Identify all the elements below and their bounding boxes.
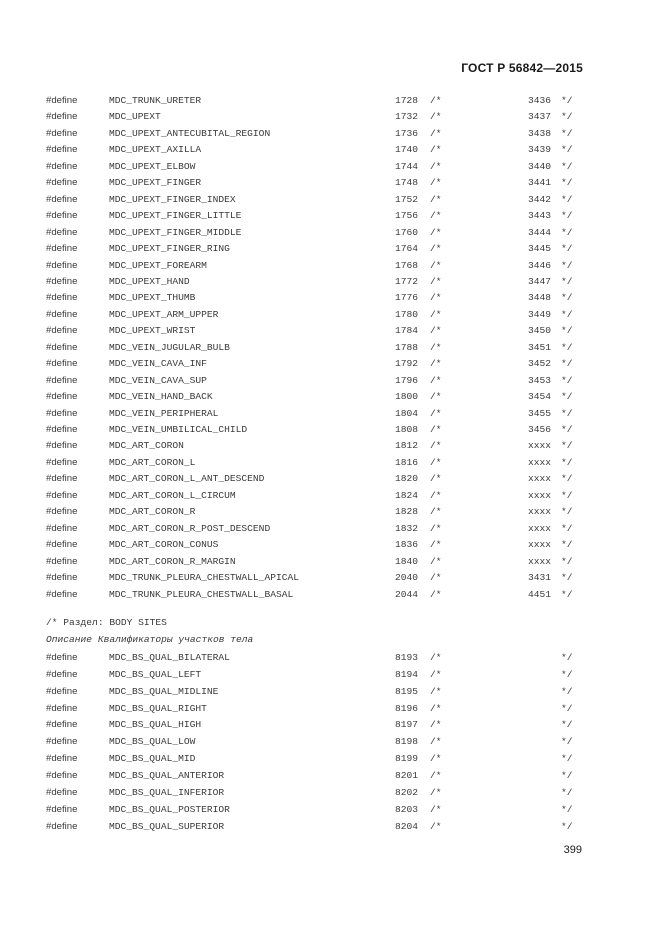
define-row [0, 803, 661, 819]
comment-close: */ [561, 803, 573, 815]
macro-value: 1768 [394, 259, 418, 271]
define-keyword: #define [46, 160, 78, 172]
comment-close: */ [561, 522, 573, 534]
comment-code: 3455 [527, 407, 551, 419]
macro-name: MDC_VEIN_JUGULAR_BULB [109, 341, 230, 353]
macro-name: MDC_UPEXT_FINGER_INDEX [109, 193, 236, 205]
comment-close: */ [561, 424, 573, 435]
macro-name: MDC_VEIN_UMBILICAL_CHILD [109, 424, 248, 435]
comment-open: /* [430, 259, 442, 271]
comment-open: /* [430, 95, 442, 106]
define-keyword: #define [46, 243, 78, 255]
comment-open: /* [430, 539, 442, 551]
macro-value: 1756 [394, 210, 418, 222]
comment-code: 3439 [527, 144, 551, 156]
comment-code: 3447 [527, 275, 551, 287]
macro-name: MDC_UPEXT [109, 111, 161, 123]
macro-name: MDC_ART_CORON_L [109, 456, 196, 468]
define-keyword: #define [46, 292, 78, 304]
comment-close: */ [561, 407, 573, 419]
macro-name: MDC_ART_CORON [109, 440, 184, 452]
comment-open: /* [430, 391, 442, 403]
macro-name: MDC_BS_QUAL_HIGH [109, 719, 202, 731]
macro-name: MDC_BS_QUAL_SUPERIOR [109, 820, 225, 832]
macro-value: 2044 [394, 588, 418, 600]
define-row [0, 820, 661, 836]
comment-open: /* [430, 652, 442, 663]
macro-value: 1820 [394, 473, 418, 485]
define-row [0, 786, 661, 802]
define-row [0, 651, 661, 667]
comment-close: */ [561, 358, 573, 370]
define-row [0, 374, 661, 390]
define-keyword: #define [46, 588, 78, 600]
macro-name: MDC_VEIN_PERIPHERAL [109, 407, 219, 419]
comment-code: 3445 [527, 243, 551, 255]
define-keyword: #define [46, 275, 78, 287]
macro-name: MDC_ART_CORON_R_POST_DESCEND [109, 522, 271, 534]
define-row [0, 259, 661, 275]
macro-value: 8195 [394, 685, 418, 697]
comment-open: /* [430, 210, 442, 222]
comment-open: /* [430, 786, 442, 798]
define-row [0, 668, 661, 684]
define-row [0, 538, 661, 554]
define-row [0, 423, 661, 439]
macro-name: MDC_BS_QUAL_INFERIOR [109, 786, 225, 798]
comment-open: /* [430, 243, 442, 255]
define-keyword: #define [46, 111, 78, 123]
comment-open: /* [430, 769, 442, 781]
comment-close: */ [561, 489, 573, 501]
comment-code: xxxx [527, 539, 551, 551]
define-row [0, 390, 661, 406]
define-keyword: #define [46, 719, 78, 731]
section-comment: /* Раздел: BODY SITES [46, 617, 167, 628]
comment-close: */ [561, 555, 573, 567]
macro-name: MDC_ART_CORON_CONUS [109, 539, 219, 551]
define-row [0, 752, 661, 768]
define-row [0, 324, 661, 340]
comment-code: 3442 [527, 193, 551, 205]
comment-open: /* [430, 702, 442, 714]
define-row [0, 769, 661, 785]
macro-name: MDC_UPEXT_THUMB [109, 292, 196, 304]
define-row [0, 275, 661, 291]
comment-open: /* [430, 226, 442, 238]
comment-open: /* [430, 803, 442, 815]
comment-close: */ [561, 177, 573, 189]
comment-code: 3452 [527, 358, 551, 370]
define-keyword: #define [46, 753, 78, 765]
macro-name: MDC_UPEXT_FOREARM [109, 259, 207, 271]
define-keyword: #define [46, 407, 78, 419]
comment-code: 3456 [527, 424, 551, 435]
comment-code: 3441 [527, 177, 551, 189]
comment-code: 3438 [527, 127, 551, 139]
macro-name: MDC_BS_QUAL_RIGHT [109, 702, 207, 714]
define-row [0, 588, 661, 604]
comment-close: */ [561, 210, 573, 222]
define-keyword: #define [46, 325, 78, 337]
define-row [0, 505, 661, 521]
macro-name: MDC_ART_CORON_R [109, 506, 196, 518]
comment-code: 3436 [527, 95, 551, 106]
define-keyword: #define [46, 685, 78, 697]
macro-name: MDC_BS_QUAL_MID [109, 753, 196, 765]
define-keyword: #define [46, 127, 78, 139]
macro-name: MDC_ART_CORON_L_CIRCUM [109, 489, 236, 501]
macro-name: MDC_UPEXT_WRIST [109, 325, 196, 337]
comment-open: /* [430, 308, 442, 320]
macro-name: MDC_BS_QUAL_ANTERIOR [109, 769, 225, 781]
comment-close: */ [561, 668, 573, 680]
comment-close: */ [561, 456, 573, 468]
macro-value: 8194 [394, 668, 418, 680]
macro-name: MDC_ART_CORON_R_MARGIN [109, 555, 236, 567]
macro-value: 1804 [394, 407, 418, 419]
page-number: 399 [563, 844, 582, 856]
define-row [0, 489, 661, 505]
define-keyword: #define [46, 506, 78, 518]
comment-open: /* [430, 341, 442, 353]
comment-code: 3448 [527, 292, 551, 304]
macro-value: 1828 [394, 506, 418, 518]
comment-code: 3431 [527, 572, 551, 584]
comment-open: /* [430, 407, 442, 419]
define-keyword: #define [46, 786, 78, 798]
comment-code: 3454 [527, 391, 551, 403]
define-keyword: #define [46, 736, 78, 748]
comment-open: /* [430, 820, 442, 832]
define-row [0, 472, 661, 488]
comment-open: /* [430, 374, 442, 386]
define-row [0, 702, 661, 718]
comment-close: */ [561, 243, 573, 255]
comment-code: 3449 [527, 308, 551, 320]
define-row [0, 456, 661, 472]
define-keyword: #define [46, 226, 78, 238]
define-row [0, 143, 661, 159]
define-keyword: #define [46, 308, 78, 320]
comment-code: 3450 [527, 325, 551, 337]
define-row [0, 341, 661, 357]
section-description: Описание Квалификаторы участков тела [46, 634, 254, 645]
define-row [0, 571, 661, 587]
comment-open: /* [430, 555, 442, 567]
macro-name: MDC_UPEXT_HAND [109, 275, 190, 287]
define-row [0, 522, 661, 538]
comment-close: */ [561, 127, 573, 139]
macro-name: MDC_BS_QUAL_LOW [109, 736, 196, 748]
comment-close: */ [561, 292, 573, 304]
comment-close: */ [561, 719, 573, 731]
comment-code: xxxx [527, 555, 551, 567]
comment-code: 4451 [527, 588, 551, 600]
comment-close: */ [561, 539, 573, 551]
define-keyword: #define [46, 374, 78, 386]
comment-open: /* [430, 506, 442, 518]
comment-close: */ [561, 308, 573, 320]
comment-open: /* [430, 522, 442, 534]
comment-code: 3451 [527, 341, 551, 353]
macro-name: MDC_BS_QUAL_MIDLINE [109, 685, 219, 697]
comment-open: /* [430, 292, 442, 304]
macro-name: MDC_VEIN_CAVA_SUP [109, 374, 207, 386]
define-row [0, 439, 661, 455]
comment-open: /* [430, 719, 442, 731]
comment-open: /* [430, 736, 442, 748]
comment-open: /* [430, 144, 442, 156]
macro-name: MDC_UPEXT_FINGER_MIDDLE [109, 226, 242, 238]
comment-close: */ [561, 652, 573, 663]
comment-close: */ [561, 736, 573, 748]
macro-name: MDC_UPEXT_ELBOW [109, 160, 196, 172]
comment-open: /* [430, 489, 442, 501]
macro-name: MDC_BS_QUAL_LEFT [109, 668, 202, 680]
comment-open: /* [430, 325, 442, 337]
define-keyword: #define [46, 424, 78, 435]
comment-code: xxxx [527, 506, 551, 518]
comment-open: /* [430, 685, 442, 697]
macro-value: 1772 [394, 275, 418, 287]
document-header: ГОСТ Р 56842—2015 [461, 61, 583, 75]
define-keyword: #define [46, 456, 78, 468]
comment-close: */ [561, 193, 573, 205]
macro-value: 1736 [394, 127, 418, 139]
comment-code: xxxx [527, 522, 551, 534]
macro-value: 8202 [394, 786, 418, 798]
macro-value: 1776 [394, 292, 418, 304]
define-keyword: #define [46, 769, 78, 781]
define-keyword: #define [46, 522, 78, 534]
comment-code: xxxx [527, 473, 551, 485]
macro-value: 1788 [394, 341, 418, 353]
comment-code: xxxx [527, 440, 551, 452]
define-row [0, 685, 661, 701]
macro-value: 8198 [394, 736, 418, 748]
comment-code: 3437 [527, 111, 551, 123]
define-keyword: #define [46, 702, 78, 714]
comment-open: /* [430, 111, 442, 123]
macro-value: 1792 [394, 358, 418, 370]
macro-name: MDC_VEIN_HAND_BACK [109, 391, 213, 403]
define-row [0, 160, 661, 176]
macro-value: 1800 [394, 391, 418, 403]
define-row [0, 357, 661, 373]
define-keyword: #define [46, 193, 78, 205]
macro-value: 1840 [394, 555, 418, 567]
macro-value: 1752 [394, 193, 418, 205]
comment-open: /* [430, 456, 442, 468]
define-keyword: #define [46, 440, 78, 452]
define-keyword: #define [46, 668, 78, 680]
macro-name: MDC_TRUNK_URETER [109, 95, 202, 106]
comment-code: 3440 [527, 160, 551, 172]
macro-value: 2040 [394, 572, 418, 584]
comment-open: /* [430, 193, 442, 205]
macro-value: 1824 [394, 489, 418, 501]
comment-open: /* [430, 424, 442, 435]
comment-close: */ [561, 144, 573, 156]
macro-value: 1808 [394, 424, 418, 435]
macro-value: 8197 [394, 719, 418, 731]
define-keyword: #define [46, 391, 78, 403]
macro-value: 1748 [394, 177, 418, 189]
comment-close: */ [561, 506, 573, 518]
define-row [0, 193, 661, 209]
define-row [0, 242, 661, 258]
comment-open: /* [430, 753, 442, 765]
define-row [0, 407, 661, 423]
comment-close: */ [561, 275, 573, 287]
macro-name: MDC_UPEXT_ANTECUBITAL_REGION [109, 127, 271, 139]
define-row [0, 127, 661, 143]
define-row [0, 555, 661, 571]
macro-value: 1784 [394, 325, 418, 337]
macro-name: MDC_ART_CORON_L_ANT_DESCEND [109, 473, 265, 485]
comment-close: */ [561, 769, 573, 781]
comment-open: /* [430, 358, 442, 370]
comment-close: */ [561, 374, 573, 386]
macro-value: 8201 [394, 769, 418, 781]
comment-code: 3446 [527, 259, 551, 271]
macro-value: 1796 [394, 374, 418, 386]
define-row [0, 110, 661, 126]
define-row [0, 176, 661, 192]
comment-close: */ [561, 259, 573, 271]
comment-close: */ [561, 391, 573, 403]
define-row [0, 209, 661, 225]
define-keyword: #define [46, 95, 78, 106]
comment-close: */ [561, 160, 573, 172]
macro-value: 1832 [394, 522, 418, 534]
comment-close: */ [561, 440, 573, 452]
macro-name: MDC_BS_QUAL_BILATERAL [109, 652, 230, 663]
macro-value: 1760 [394, 226, 418, 238]
comment-code: 3444 [527, 226, 551, 238]
define-keyword: #define [46, 144, 78, 156]
macro-name: MDC_UPEXT_FINGER [109, 177, 202, 189]
macro-name: MDC_UPEXT_FINGER_RING [109, 243, 230, 255]
macro-name: MDC_TRUNK_PLEURA_CHESTWALL_APICAL [109, 572, 299, 584]
define-row [0, 735, 661, 751]
macro-value: 8199 [394, 753, 418, 765]
define-keyword: #define [46, 177, 78, 189]
macro-value: 1732 [394, 111, 418, 123]
comment-code: 3453 [527, 374, 551, 386]
comment-open: /* [430, 177, 442, 189]
comment-open: /* [430, 572, 442, 584]
macro-value: 8203 [394, 803, 418, 815]
comment-code: 3443 [527, 210, 551, 222]
define-row [0, 94, 661, 110]
define-keyword: #define [46, 358, 78, 370]
macro-value: 8193 [394, 652, 418, 663]
define-row [0, 308, 661, 324]
define-keyword: #define [46, 341, 78, 353]
comment-open: /* [430, 160, 442, 172]
macro-name: MDC_BS_QUAL_POSTERIOR [109, 803, 230, 815]
define-row [0, 226, 661, 242]
comment-close: */ [561, 226, 573, 238]
define-keyword: #define [46, 572, 78, 584]
macro-name: MDC_UPEXT_FINGER_LITTLE [109, 210, 242, 222]
comment-open: /* [430, 127, 442, 139]
define-keyword: #define [46, 259, 78, 271]
macro-value: 1740 [394, 144, 418, 156]
comment-code: xxxx [527, 489, 551, 501]
comment-open: /* [430, 668, 442, 680]
define-row [0, 291, 661, 307]
macro-value: 1728 [394, 95, 418, 106]
comment-close: */ [561, 753, 573, 765]
comment-close: */ [561, 685, 573, 697]
comment-open: /* [430, 473, 442, 485]
macro-name: MDC_TRUNK_PLEURA_CHESTWALL_BASAL [109, 588, 294, 600]
macro-name: MDC_UPEXT_ARM_UPPER [109, 308, 219, 320]
comment-close: */ [561, 95, 573, 106]
comment-close: */ [561, 473, 573, 485]
comment-close: */ [561, 786, 573, 798]
comment-open: /* [430, 440, 442, 452]
macro-value: 1780 [394, 308, 418, 320]
comment-close: */ [561, 325, 573, 337]
define-keyword: #define [46, 473, 78, 485]
define-row [0, 718, 661, 734]
macro-value: 1816 [394, 456, 418, 468]
define-keyword: #define [46, 555, 78, 567]
macro-name: MDC_VEIN_CAVA_INF [109, 358, 207, 370]
comment-close: */ [561, 820, 573, 832]
comment-open: /* [430, 275, 442, 287]
define-keyword: #define [46, 489, 78, 501]
macro-value: 8204 [394, 820, 418, 832]
macro-value: 1764 [394, 243, 418, 255]
define-keyword: #define [46, 652, 78, 663]
comment-code: xxxx [527, 456, 551, 468]
define-keyword: #define [46, 820, 78, 832]
define-keyword: #define [46, 803, 78, 815]
comment-close: */ [561, 341, 573, 353]
macro-name: MDC_UPEXT_AXILLA [109, 144, 202, 156]
macro-value: 8196 [394, 702, 418, 714]
macro-value: 1836 [394, 539, 418, 551]
define-keyword: #define [46, 210, 78, 222]
comment-close: */ [561, 111, 573, 123]
comment-close: */ [561, 572, 573, 584]
comment-close: */ [561, 702, 573, 714]
comment-close: */ [561, 588, 573, 600]
macro-value: 1812 [394, 440, 418, 452]
comment-open: /* [430, 588, 442, 600]
macro-value: 1744 [394, 160, 418, 172]
define-keyword: #define [46, 539, 78, 551]
